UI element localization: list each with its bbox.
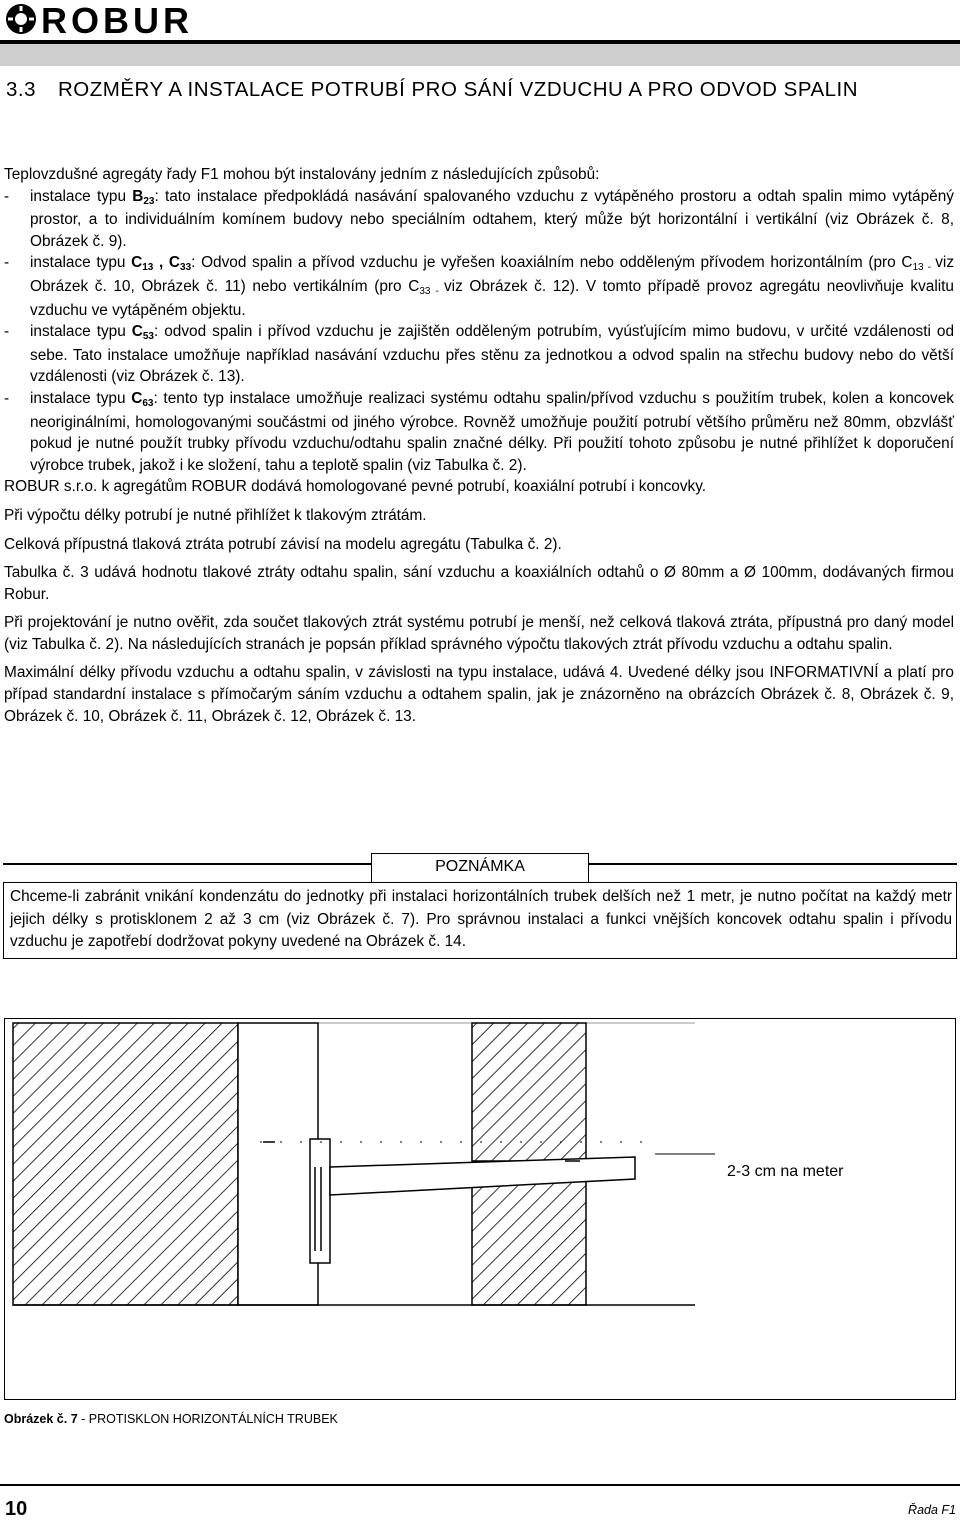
install-type: C [131,254,143,272]
section-title [6,76,956,104]
list-item-c13-c33 [4,252,954,321]
list-text: viz Obrázek č. 10, Obrázek č. 11) nebo vertikálním (pro C [30,254,955,295]
figure-drawing [5,1019,955,1399]
paragraph-table3: Tabulka č. 3 udává hodnotu tlakové ztráty odtahu spalin, sání vzduchu a koaxiálních odtahů o Ø 80mm a Ø 100mm, dodávaných firmou Robur. [4,564,954,603]
paragraph-pressure-loss: Při výpočtu délky potrubí je nutné přihlížet k tlakovým ztrátám. [4,506,427,524]
list-text: : Odvod spalin a přívod vzduchu je vyřešen koaxiálním nebo odděleným přívodem horizontálním (pro C [191,254,913,272]
series-label: Řada F1 [908,1503,956,1517]
ref-sub: 33 - [419,285,444,297]
install-type-sub: 23 [143,195,155,207]
list-dash: - [4,254,10,272]
list-text: : tato instalace předpokládá nasávání spalovaného vzduchu z vytápěného prostoru a odtah spalin mimo vytápěný prostor, a to individuálním komínem budovy nebo speciálním odtahem, který může být horizontální i vertikální (viz Obrázek č. 8, Obrázek č. 9). [30,187,954,250]
list-lead: instalace typu [30,389,132,407]
note-box: Chceme-li zabránit vnikání kondenzátu do jednotky při instalaci horizontálních trubek delších než 1 metr, je nutno počítat na každý metr jejich délky s protisklonem 2 až 3 cm (viz Obrázek č. 7). Pro správnou instalaci a funkci vnějších koncovek odtahu spalin i přívodu vzduchu je zapotřebí dodržovat pokyny uvedené na Obrázek č. 14. [3,882,957,959]
wall-upper [472,1023,586,1161]
list-dash: - [4,323,10,341]
list-lead: instalace typu [30,254,132,272]
appliance-block [13,1023,238,1305]
ref-sub: 13 - [912,262,936,274]
paragraph-design-check: Při projektování je nutno ověřit, zda součet tlakových ztrát systému potrubí je menší, než celková tlaková ztráta, přípustná pro daný model (viz Tabulka č. 2). Na následujících stranách je popsán příklad správného výpočtu tlakových ztrát přívodu vzduchu a odtahu spalin. [4,614,954,653]
paragraph-robur-supply: ROBUR s.r.o. k agregátům ROBUR dodává homologované pevné potrubí, koaxiální potrubí i koncovky. [4,478,707,496]
caption-ref: Obrázek č. 7 [4,1412,78,1426]
header-band [0,44,960,66]
intro-paragraph: Teplovzdušné agregáty řady F1 mohou být instalovány jedním z následujících způsobů: [4,166,600,183]
install-type-sub: 63 [142,397,154,409]
install-type: C [168,254,181,272]
list-lead: instalace typu [30,323,132,341]
robur-logo [4,2,260,36]
page-number: 10 [5,1498,28,1520]
appliance-face [238,1023,318,1305]
caption-text: - PROTISKLON HORIZONTÁLNÍCH TRUBEK [77,1412,338,1426]
figure-frame [4,1018,956,1400]
paragraph-total-loss: Celková přípustná tlaková ztráta potrubí závisí na modelu agregátu (Tabulka č. 2). [4,535,562,553]
list-item-c53 [4,321,954,388]
list-dash: - [4,187,10,205]
list-text: : odvod spalin i přívod vzduchu je zajištěn odděleným potrubím, vyúsťujícím mimo budovu, v určité vzdálenosti od sebe. Tato instalace umožňuje například nasávání vzduchu přes stěnu za jednotkou a odvod spalin na střechu budovy nebo do větší vzdálenosti (viz Obrázek č. 13). [30,323,954,386]
list-lead: instalace typu [30,187,133,205]
figure-caption [4,1412,338,1426]
list-dash: - [4,389,10,407]
install-type-sub: 53 [142,331,154,343]
note-section [3,853,957,959]
wall-lower [472,1177,586,1305]
install-type-sep: , [153,254,169,272]
logo-wordmark: ROBUR [41,2,193,36]
install-type: C [131,389,143,407]
body-text [4,164,954,727]
note-heading: POZNÁMKA [371,853,589,882]
list-text: : tento typ instalace umožňuje realizaci systému odtahu spalin/přívod vzduchu s použitím trubek, kolen a koncovek neoriginálními, homologovanými součástmi od jiného výrobce. Rovněž umožňuje použití potrubí většího průměru než 80mm, obzvlášť pokud je nutné použít trubky přívodu vzduchu/odtahu spalin značné délky. Při použití tohoto způsobu je nutné přihlížet k doporučení výrobce trubek, jakož i ke složení, tahu a teplotě spalin (viz Tabulka č. 2). [30,389,954,474]
robur-emblem-icon [4,2,260,36]
list-item-b23 [4,186,954,253]
install-type-sub: 13 [142,262,154,274]
install-type: B [132,187,144,205]
section-number: 3.3 [6,78,36,101]
paragraph-max-lengths: Maximální délky přívodu vzduchu a odtahu spalin, v závislosti na typu instalace, udává 4. Uvedené délky jsou INFORMATIVNÍ a platí pro případ standardní instalace s přímočarým sáním vzduchu a odtahem spalin, jak je znázorněno na obrázcích Obrázek č. 8, Obrázek č. 9, Obrázek č. 10, Obrázek č. 11, Obrázek č. 12, Obrázek č. 13. [4,664,954,725]
section-title-text: ROZMĚRY A INSTALACE POTRUBÍ PRO SÁNÍ VZDUCHU A PRO ODVOD SPALIN [58,78,859,101]
list-text: viz Obrázek č. 12). V tomto případě provoz agregátu neovlivňuje kvalitu vzduchu ve vytápěném objektu. [30,277,954,319]
pipe-collar [310,1139,330,1263]
slope-label: 2-3 cm na meter [727,1163,844,1180]
list-item-c63 [4,388,954,476]
install-type-sub: 33 [180,262,192,274]
install-type: C [131,323,143,341]
footer-rule [0,1484,960,1486]
